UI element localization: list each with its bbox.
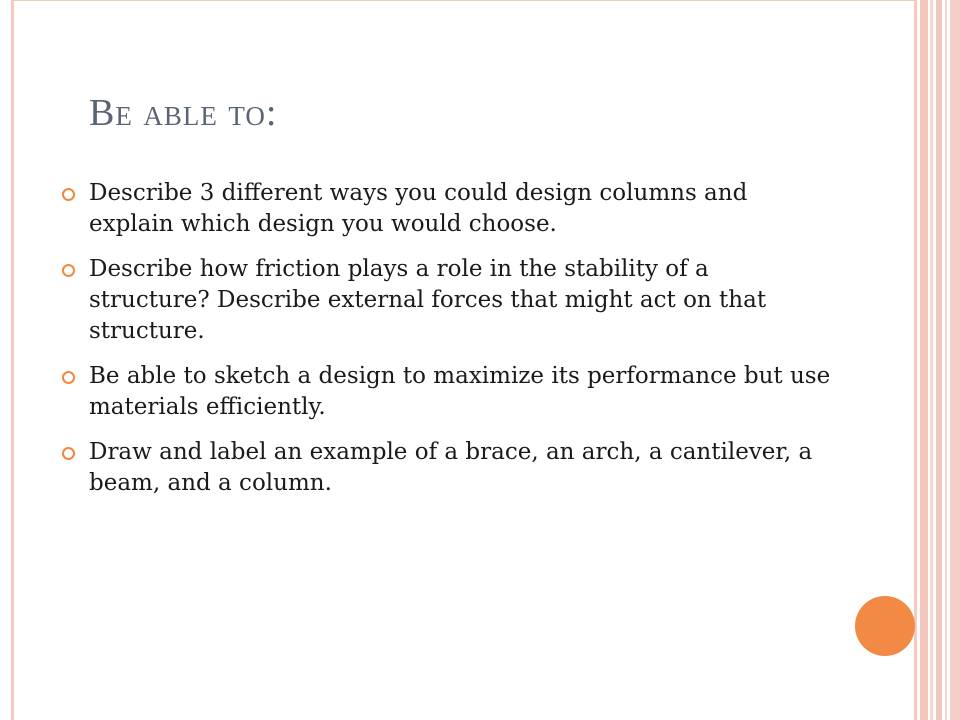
decorative-stripes (920, 0, 960, 720)
bullet-item (62, 361, 832, 423)
bullet-text: Describe 3 different ways you could design columns and explain which design you would choose. (89, 180, 748, 238)
bullet-icon (62, 371, 75, 384)
bullet-icon (62, 447, 75, 460)
stripe (950, 0, 960, 720)
slide-title: Be able to: (89, 92, 278, 134)
bullet-icon (62, 188, 75, 201)
bullet-text: Describe how friction plays a role in the stability of a structure? Describe external forces that might act on that structure. (89, 256, 767, 345)
stripe (930, 0, 933, 720)
bullet-item (62, 178, 832, 240)
bullet-item (62, 437, 832, 499)
stripe (920, 0, 928, 720)
accent-circle-icon (855, 596, 915, 656)
stripe (936, 0, 942, 720)
bullet-item (62, 254, 832, 347)
bullet-list (62, 178, 832, 513)
bullet-text: Be able to sketch a design to maximize its performance but use materials efficiently. (89, 363, 831, 421)
bullet-text: Draw and label an example of a brace, an arch, a cantilever, a beam, and a column. (89, 439, 813, 497)
stripe (945, 0, 947, 720)
bullet-icon (62, 264, 75, 277)
